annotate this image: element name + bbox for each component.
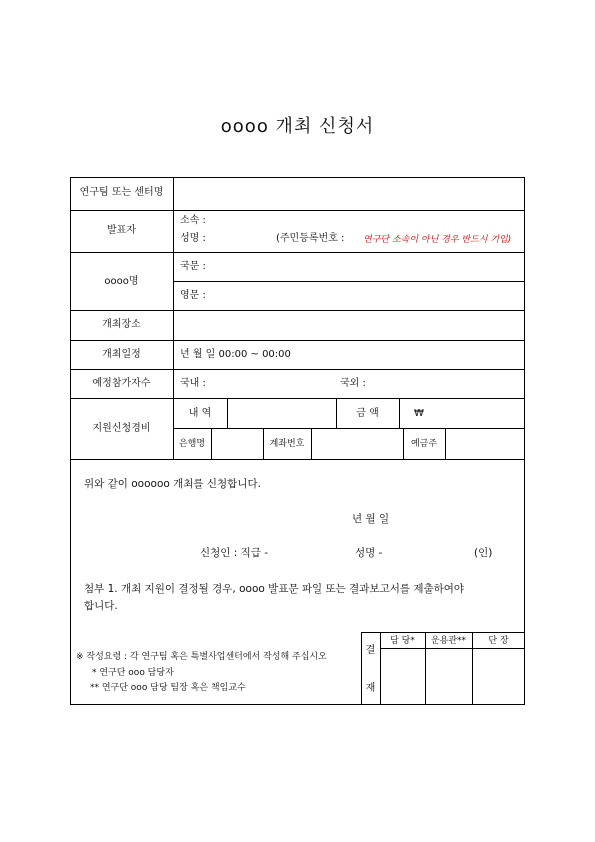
- approval-side-label: 결: [365, 645, 376, 656]
- cell-divider: [311, 428, 312, 459]
- approval-col-manager: 운용관**: [430, 636, 467, 646]
- note-line: ** 연구단 ooo 담당 팀장 혹은 책임교수: [90, 683, 246, 693]
- cell-divider: [399, 398, 400, 428]
- row-divider: [70, 210, 525, 211]
- row-divider: [70, 310, 525, 311]
- holder-label: 예금주: [410, 439, 438, 449]
- bank-label: 은행명: [178, 439, 206, 449]
- attachment-note: 첨부 1. 개최 지원이 결정될 경우, oooo 발표문 파일 또는 결과보고서를 제출하여야: [84, 583, 465, 595]
- row-divider: [70, 459, 525, 460]
- korean-name-field: 국문 :: [180, 261, 206, 272]
- english-name-field: 영문 :: [180, 290, 206, 301]
- team-label: 연구팀 또는 센터명: [79, 187, 164, 198]
- domestic-field: 국내 :: [180, 378, 206, 389]
- applicant-name: 성명 -: [355, 547, 383, 559]
- attendees-label: 예정참가자수: [92, 378, 151, 389]
- approval-side-label: 재: [365, 683, 376, 694]
- date-field: 년 월 일 00:00 ~ 00:00: [180, 349, 291, 360]
- row-divider: [70, 369, 525, 370]
- note-line: ※ 작성요령 : 각 연구팀 혹은 특별사업센터에서 작성해 주십시오: [76, 652, 327, 662]
- apply-statement: 위와 같이 oooooo 개최를 신청합니다.: [84, 478, 261, 490]
- date-label: 개최일정: [102, 349, 141, 360]
- approval-divider: [380, 648, 525, 649]
- id-number-instruction: 연구단 소속이 아닌 경우 반드시 기입): [363, 235, 512, 245]
- amount-label: 금 액: [356, 408, 379, 419]
- applicant-position: 신청인 : 직급 -: [200, 547, 269, 559]
- row-divider: [70, 398, 525, 399]
- attachment-note-cont: 합니다.: [84, 600, 118, 612]
- account-label: 계좌번호: [269, 439, 305, 449]
- cell-divider: [445, 428, 446, 459]
- presenter-label: 발표자: [107, 225, 136, 236]
- row-divider: [173, 281, 525, 282]
- note-line: * 연구단 ooo 담당자: [92, 668, 174, 678]
- row-divider: [70, 252, 525, 253]
- page-title: oooo 개최 신청서: [220, 116, 375, 137]
- support-label: 지원신청경비: [92, 423, 151, 434]
- venue-label: 개최장소: [102, 319, 141, 330]
- amount-currency: ₩: [414, 408, 424, 419]
- foreign-field: 국외 :: [340, 378, 366, 389]
- seal-mark: (인): [474, 547, 493, 559]
- name-field: 성명 :: [180, 233, 206, 244]
- id-number-note: (주민등록번호 :: [276, 233, 345, 244]
- row-divider: [173, 428, 525, 429]
- cell-divider: [227, 398, 228, 428]
- affiliation-field: 소속 :: [180, 215, 206, 226]
- cell-divider: [211, 428, 212, 459]
- event-name-label: oooo명: [104, 276, 139, 287]
- approval-col-staff: 담 당*: [390, 636, 415, 646]
- row-divider: [70, 340, 525, 341]
- approval-col-director: 단 장: [488, 636, 509, 646]
- date-line: 년 월 일: [352, 513, 390, 525]
- detail-label: 내 역: [188, 408, 212, 419]
